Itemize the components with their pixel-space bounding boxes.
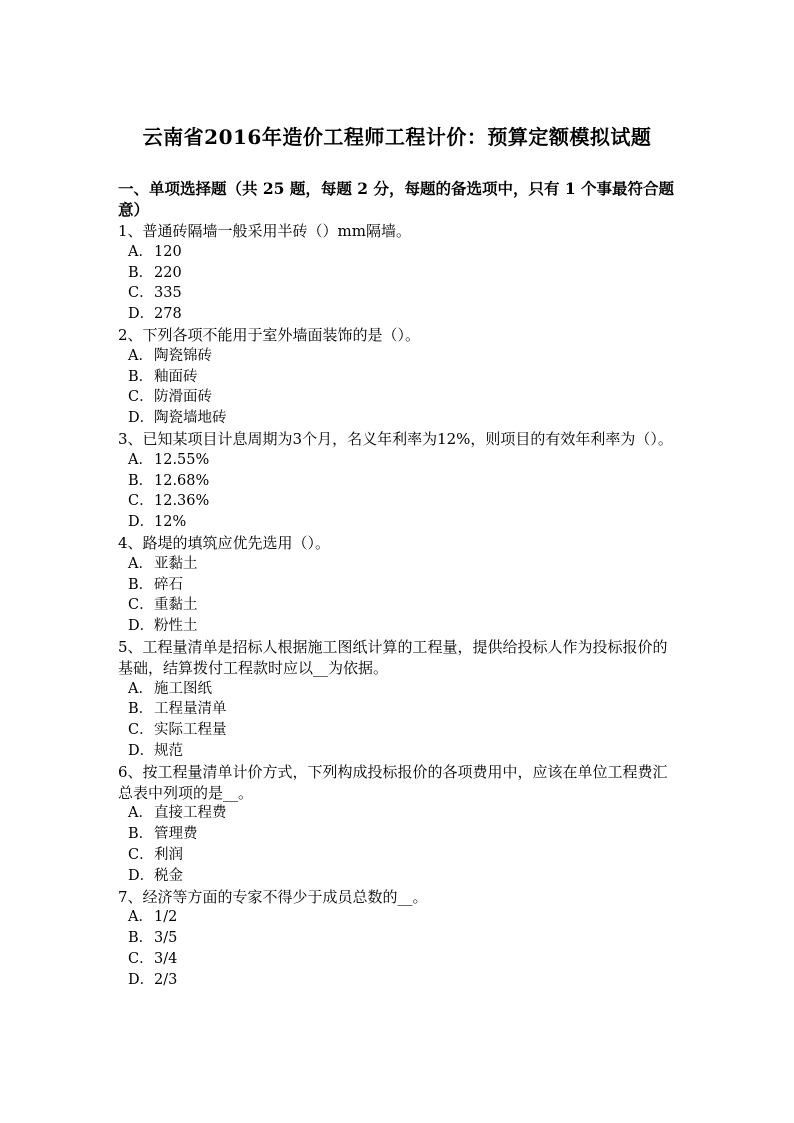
answer-option <box>118 824 678 845</box>
option-text: 陶瓷墙地砖 <box>154 410 227 427</box>
option-letter: C． <box>128 493 154 510</box>
option-letter: D． <box>128 410 155 427</box>
option-letter: D． <box>128 971 155 988</box>
question-stem: 2、下列各项不能用于室外墙面装饰的是（）。 <box>118 325 421 344</box>
option-text: 粉性土 <box>154 618 198 635</box>
option-text: 亚黏土 <box>154 555 198 572</box>
option-letter: D． <box>128 306 155 323</box>
option-letter: A． <box>128 243 153 260</box>
question-item <box>118 762 678 887</box>
answer-option <box>118 845 678 866</box>
question-item <box>118 325 678 429</box>
answer-option <box>118 741 678 762</box>
answer-option <box>118 408 678 429</box>
answer-option <box>118 346 678 367</box>
answer-option <box>118 450 678 471</box>
option-letter: C． <box>128 846 154 863</box>
option-letter: D． <box>128 618 155 635</box>
answer-option <box>118 595 678 616</box>
page-title: 云南省2016年造价工程师工程计价：预算定额模拟试题 <box>142 125 652 149</box>
answer-option <box>118 616 678 637</box>
option-letter: C． <box>128 285 154 302</box>
option-text: 陶瓷锦砖 <box>154 347 212 364</box>
question-stem: 6、按工程量清单计价方式，下列构成投标报价的各项费用中，应该在单位工程费汇总表中列项的是__。 <box>118 762 668 802</box>
answer-option <box>118 512 678 533</box>
exam-content <box>118 178 678 990</box>
option-letter: A． <box>128 347 153 364</box>
question-item <box>118 429 678 533</box>
option-letter: A． <box>128 805 153 822</box>
option-letter: C． <box>128 950 154 967</box>
answer-option <box>118 471 678 492</box>
option-text: 2/3 <box>154 971 178 988</box>
option-text: 220 <box>154 264 182 281</box>
answer-option <box>118 367 678 388</box>
answer-option <box>118 720 678 741</box>
answer-option <box>118 970 678 991</box>
option-text: 3/5 <box>154 930 178 947</box>
option-text: 12.68% <box>154 472 210 489</box>
option-letter: B． <box>128 368 154 385</box>
option-letter: B． <box>128 930 154 947</box>
option-text: 重黏土 <box>154 597 198 614</box>
option-text: 釉面砖 <box>154 368 198 385</box>
option-letter: D． <box>128 742 155 759</box>
answer-option <box>118 575 678 596</box>
option-text: 防滑面砖 <box>154 389 212 406</box>
option-letter: D． <box>128 867 155 884</box>
answer-option <box>118 242 678 263</box>
answer-option <box>118 907 678 928</box>
option-text: 120 <box>154 243 182 260</box>
option-letter: B． <box>128 826 154 843</box>
question-stem: 1、普通砖隔墙一般采用半砖（）mm隔墙。 <box>118 222 411 240</box>
option-letter: B． <box>128 576 154 593</box>
option-letter: C． <box>128 389 154 406</box>
question-item <box>118 887 678 991</box>
option-letter: D． <box>128 514 155 531</box>
option-letter: C． <box>128 597 154 614</box>
option-text: 1/2 <box>154 909 178 926</box>
option-text: 工程量清单 <box>154 701 227 718</box>
option-text: 12% <box>154 514 187 531</box>
option-text: 税金 <box>154 867 183 884</box>
option-letter: A． <box>128 555 153 572</box>
option-text: 3/4 <box>154 950 178 967</box>
answer-option <box>118 491 678 512</box>
option-text: 施工图纸 <box>154 680 212 697</box>
question-list <box>118 221 678 990</box>
answer-option <box>118 803 678 824</box>
question-item <box>118 221 678 325</box>
option-letter: B． <box>128 472 154 489</box>
answer-option <box>118 928 678 949</box>
option-letter: C． <box>128 722 154 739</box>
option-text: 碎石 <box>154 576 183 593</box>
question-stem: 7、经济等方面的专家不得少于成员总数的__。 <box>118 887 428 906</box>
option-text: 规范 <box>154 742 183 759</box>
section-heading: 一、单项选择题（共 25 题，每题 2 分，每题的备选项中，只有 1 个事最符合题意） <box>118 179 675 219</box>
option-text: 335 <box>154 285 182 302</box>
question-stem: 3、已知某项目计息周期为3个月，名义年利率为12%，则项目的有效年利率为（）。 <box>118 429 673 448</box>
question-stem: 4、路堤的填筑应优先选用（）。 <box>118 533 331 552</box>
answer-option <box>118 866 678 887</box>
option-text: 直接工程费 <box>154 805 227 822</box>
option-text: 利润 <box>154 846 183 863</box>
answer-option <box>118 304 678 325</box>
answer-option <box>118 554 678 575</box>
answer-option <box>118 699 678 720</box>
option-letter: B． <box>128 264 154 281</box>
answer-option <box>118 263 678 284</box>
option-text: 12.36% <box>154 493 210 510</box>
question-stem: 5、工程量清单是招标人根据施工图纸计算的工程量，提供给投标人作为投标报价的基础，结算拨付工程款时应以__为依据。 <box>118 637 668 677</box>
question-item <box>118 637 678 762</box>
answer-option <box>118 949 678 970</box>
option-text: 12.55% <box>154 451 210 468</box>
option-letter: A． <box>128 909 153 926</box>
option-text: 278 <box>154 306 182 323</box>
question-item <box>118 533 678 637</box>
option-text: 管理费 <box>154 826 198 843</box>
option-text: 实际工程量 <box>154 722 227 739</box>
option-letter: A． <box>128 680 153 697</box>
answer-option <box>118 283 678 304</box>
option-letter: B． <box>128 701 154 718</box>
option-letter: A． <box>128 451 153 468</box>
answer-option <box>118 679 678 700</box>
answer-option <box>118 387 678 408</box>
